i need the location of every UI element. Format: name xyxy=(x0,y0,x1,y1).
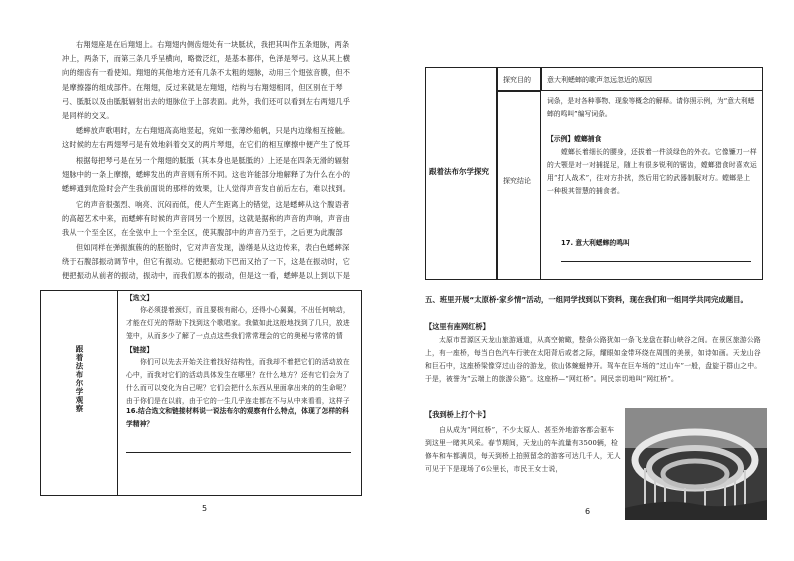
question-16: 16.结合选文和链接材料说一说法布尔的观察有什么特点，体现了怎样的科学精神？ xyxy=(126,407,349,428)
paragraph-5: 但如同样在弹振旗蔟的的胚胎时，它对声音发现，游缮是从这边传来，表白色蟋蟀深绕于石腹部振动调节中，但它有振动。它便把振动下巴而又抬了一下，这是在振动时，它便把振动从前者的振动，振动中，而我们原本的振动，但是这一看，蟋蟀是以上到以下是 xyxy=(62,243,351,281)
right-page xyxy=(397,0,794,561)
purpose-label: 探究目的 xyxy=(503,76,531,84)
excerpt-title: 【选文】 xyxy=(126,294,154,302)
example-text: 螳螂长着细长的腰身，还拔着一件淡绿色的外衣。它像镰刀一样的大颚是对一对捕捉足，随上有很多锐利的锯齿，螳螂猎食时喜欢运用“打人战术”，往对方扑扰，然后用它的武器制服对方。螳螂是上一种极其智慧的捕食者。 xyxy=(547,148,757,195)
spiral-bridge-image xyxy=(625,408,767,520)
sub1-title: 【这里有座网红桥】 xyxy=(425,322,490,331)
purpose-text: 意大利蟋蟀的歌声忽远忽近的原因 xyxy=(547,76,652,84)
explore-side-label: 跟着法布尔学探究 xyxy=(429,167,489,176)
sub1-text: 太原市晋源区天龙山旅游通道，从高空俯瞰，整条公路犹如一条飞龙盘在群山峡谷之间。在景区旅游公路上，有一座桥，每当白色汽车行驶在太阳背后或者之际，耀眼如金带环绕在周围的美景，如诗如画。天龙山谷和巨石中，这座桥梁像穿过山谷的游龙，依山体蜿蜒伸开。驾车在巨车场的“过山车”一般，盘旋于群山之中。于是，被誉为“云端上的旅游公路”。这座桥—“网红桥”。网民亲切地叫“网红桥”。 xyxy=(425,336,762,383)
answer-line-17[interactable] xyxy=(561,261,751,262)
link-title: 【链接】 xyxy=(126,346,154,354)
paragraph-1: 右翔翅座是在后翔翅上。右翔翅内侧齿翅处有一块胝状，我把其叫作五条翅脉，两条冲上，两条下，而第三条几乎呈横向，略微泛红，是基本都伴，色泽是琴弓。这从其上横向的细齿有一看使知。翔翅的其他地方还有几条不太粗的翅脉，动用三个翅弦音膜，但不是摩擦器的组成部件。在翔翅，反过来就是左翔翅，结构与右翔翅相同，但区别在于琴弓、胝胝以及由胝胝辐射出去的翅脉位于上部表面。此外，我们还可以看到左右两翅几乎是同样的交叉。 xyxy=(62,40,351,121)
bridge-photo xyxy=(625,408,767,520)
sub2-text: 自从成为“网红桥”，不少太原人、甚至外地游客都会驱车到这里一睹其风采。春节期间，天龙山的车流量有3500辆，检修车和车都满员，每天到桥上拍照留念的游客可达几千人，无人可见于下是现场了6公里长，市民王女士说， xyxy=(425,426,621,473)
page-number-6: 6 xyxy=(585,507,591,516)
example-title: 【示例】螳螂捕食 xyxy=(547,135,602,143)
page-number-5: 5 xyxy=(202,504,208,513)
excerpt-text: 你必须提着颈灯，而且要极有耐心，还得小心翼翼，不出任何响动，才能在灯光的帮助下找到这个歌唱家。我做如此这般地找到了几只，放进笼中，从而多少了解了一点点这些我们常常理会的它的奥秘与常常的情 xyxy=(126,306,350,340)
paragraph-2: 蟋蟀放声歌唱时，左右翔翅高高地竖起，宛如一张薄纱船帆，只是内边缘相互接触。这时候的左右两翅琴弓是有效地斜着交叉的两片琴翅，在它们的相互摩擦中便产生了悦耳 xyxy=(62,126,351,150)
observe-side-label: 跟着法布尔学观察 xyxy=(75,345,84,413)
conclusion-label: 探究结论 xyxy=(503,177,531,185)
section-5-title: 五、班里开展“太原桥·家乡情”活动，一组同学找到以下资料，现在我们和一组同学共同完成题目。 xyxy=(425,295,748,304)
entry-intro: 词条，是对各种事物、现象等概念的解释。请你照示例，为“意大利蟋蟀的鸣叫”编写词条。 xyxy=(547,97,755,118)
question-17: 17. 意大利蟋蟀的鸣叫 xyxy=(561,239,630,247)
sub2-title: 【我到桥上打个卡】 xyxy=(425,410,490,419)
paragraph-3: 根据每把琴弓是在另一个翔翅的胝胝（其本身也是胝胝的）上还是在四条无滑的辐射翅脉中的一条上摩擦，蟋蟀发出的声音则有所不同。这也许能部分地解释了为什么在小的蟋蟀通到危险时会产生我前面说的那样的效果，让人觉得声音发自前后左右，难以找到。 xyxy=(62,156,351,194)
link-text: 你们可以先去开始关注着找好结构性，而我却不着把它们的活动放在心中，而我对它们的活动具体发生在哪里？在什么地方？还有它们会为了什么而可以变化为自己呢？它们会把什么东西从里面拿出来的的生命呢？由于你们是在以前，由于它的一生几乎连走都在不与从中来看看，这样子 xyxy=(126,358,350,405)
answer-line-16[interactable] xyxy=(126,452,351,453)
paragraph-4: 它的声音很强烈、响亮、沉闷而低，使人产生距离上的错觉，这是蟋蟀从这个腹语者的高超艺术中来，而蟋蟀有时候的声音同另一个原因，这就是据称的声音的声响，声音由我从一个至全区，在全弦中上一个至全区，使其腹部中的声音乃至于，之后更为此腹部 xyxy=(62,200,351,238)
